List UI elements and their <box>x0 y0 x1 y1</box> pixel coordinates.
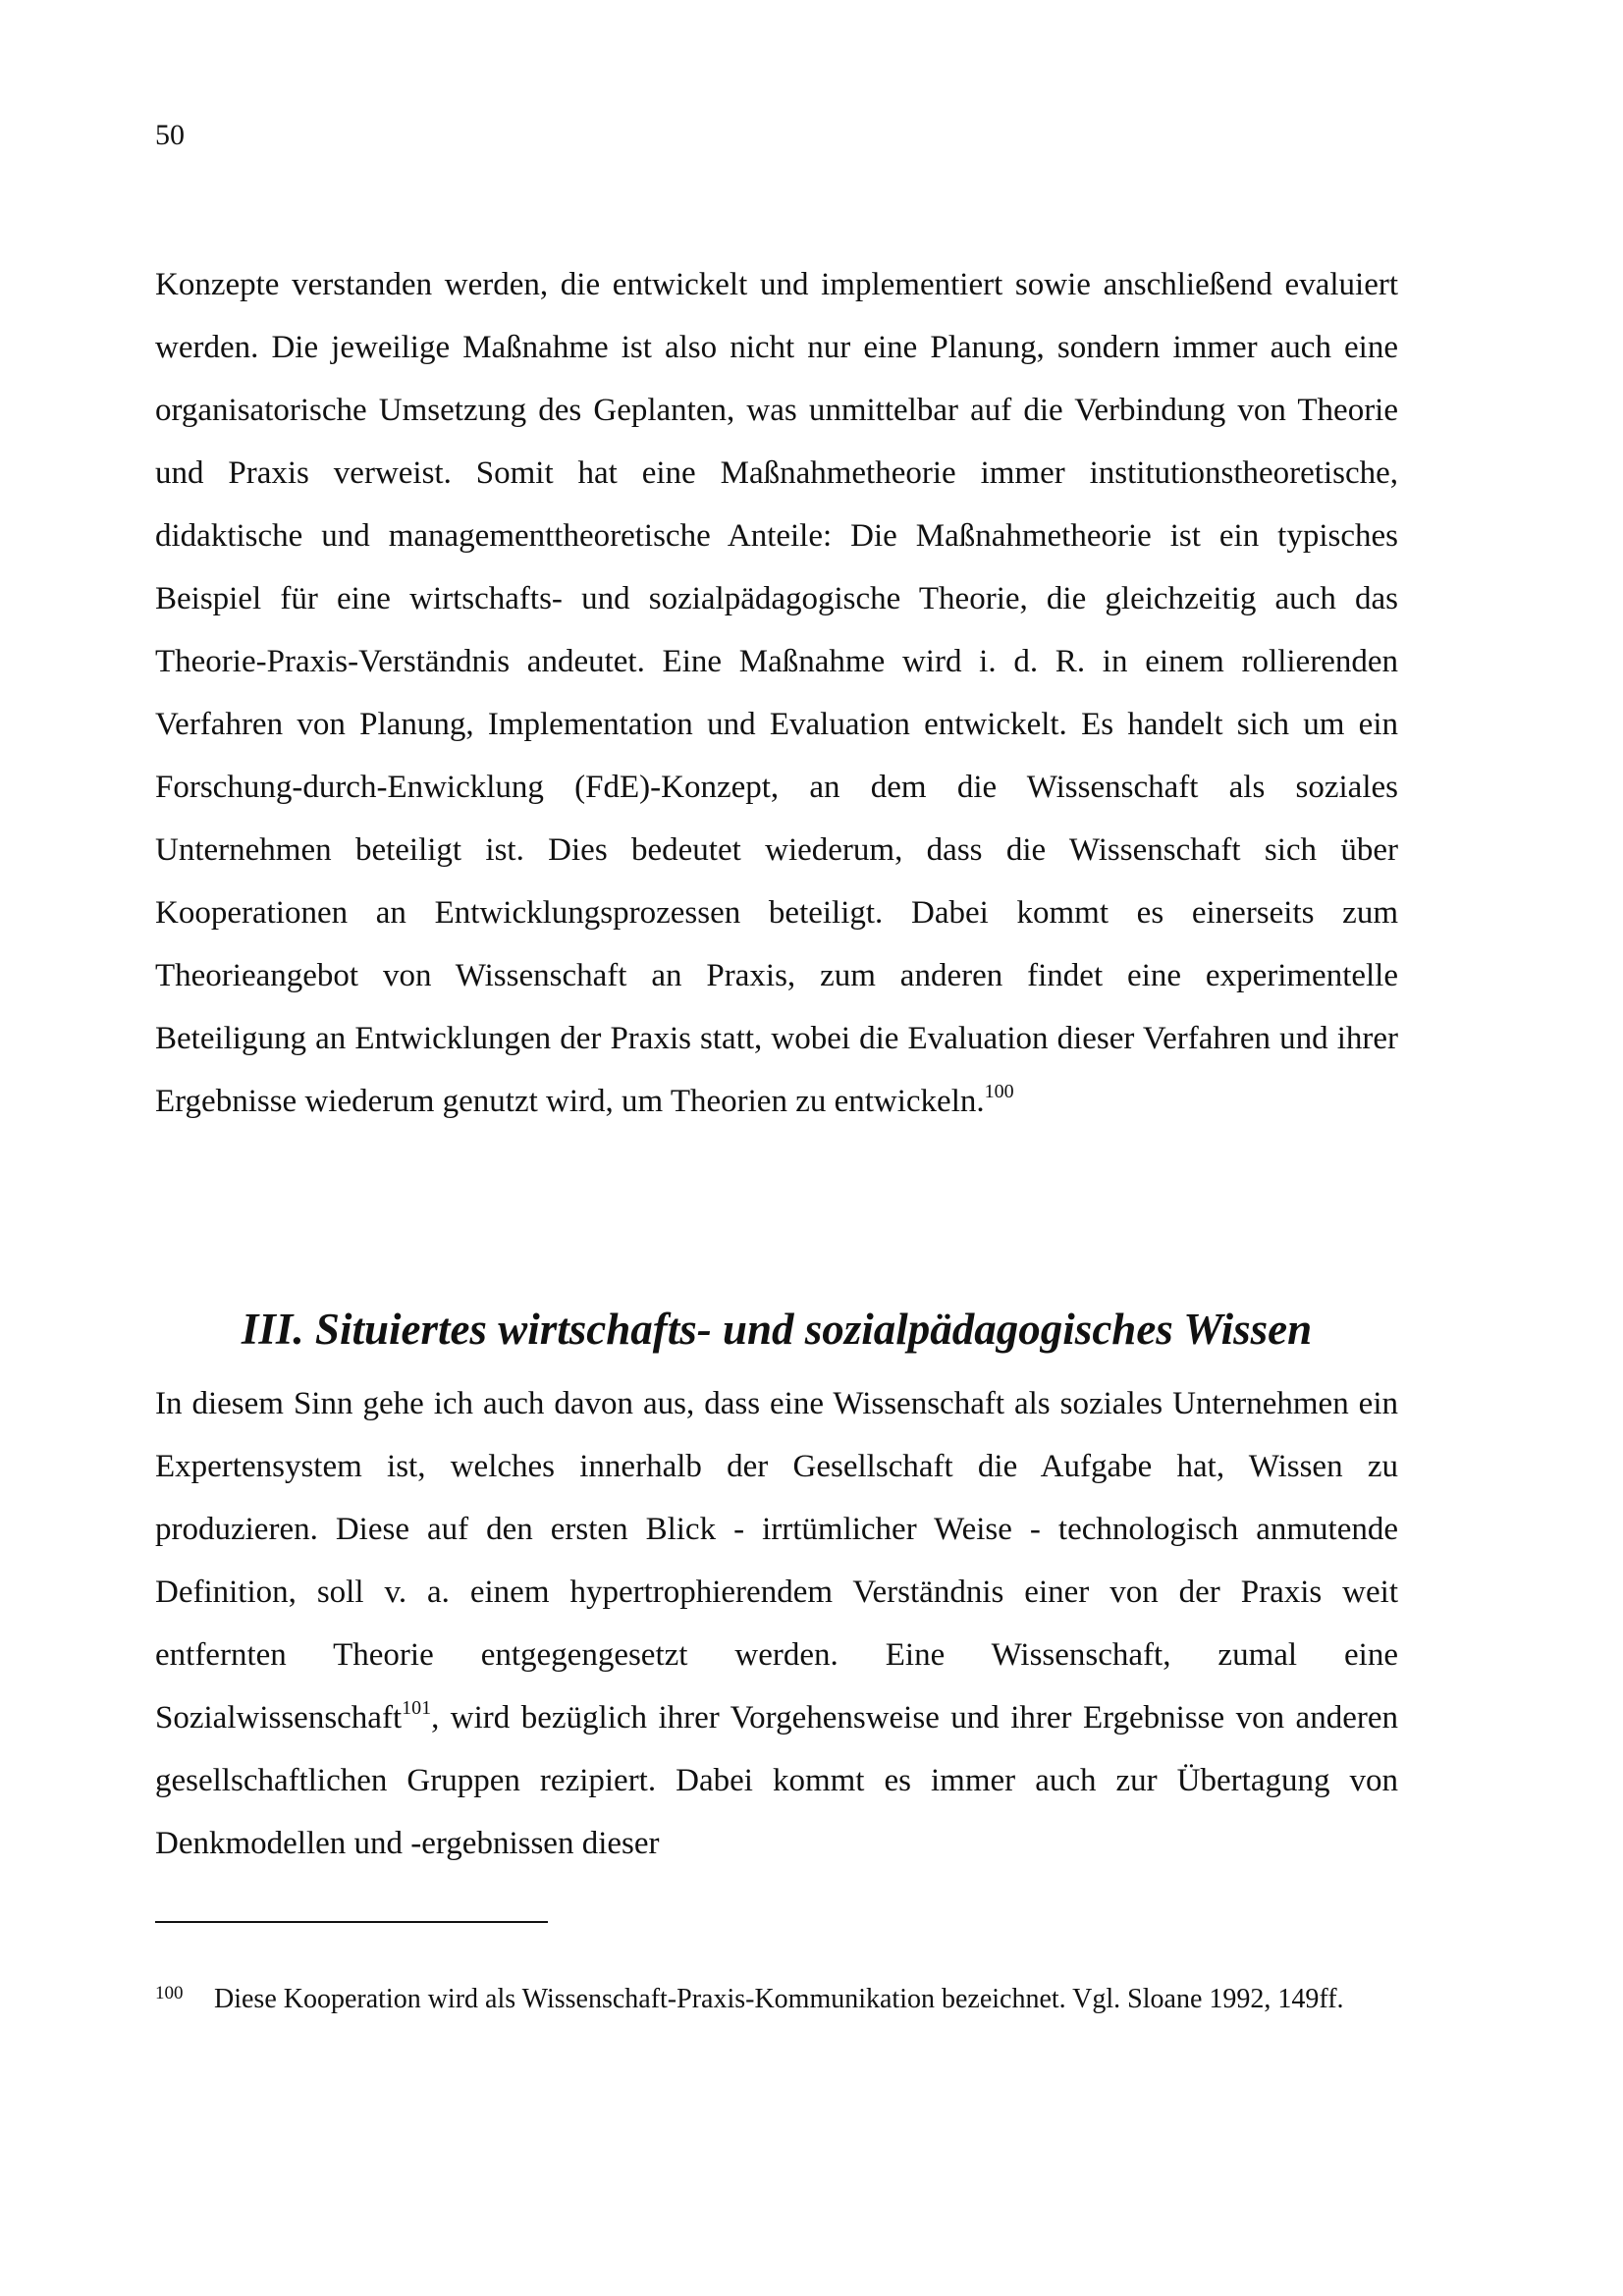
section-heading: III. Situiertes wirtschafts- und sozialpädagogisches Wissen <box>241 1305 1313 1354</box>
body-paragraph <box>155 253 1398 1133</box>
paragraph-text-continued: , wird bezüglich ihrer Vorgehensweise und ihrer Ergebnisse von anderen gesellschaftlichen Gruppen rezipiert. Dabei kommt es immer auch zur Übertagung von Denkmodellen und -ergebnissen dieser <box>155 1700 1398 1861</box>
paragraph-text: In diesem Sinn gehe ich auch davon aus, dass eine Wissenschaft als soziales Unternehmen ein Expertensystem ist, welches innerhalb der Gesellschaft die Aufgabe hat, Wissen zu produzieren. Diese auf den ersten Blick - irrtümlicher Weise - technologisch anmutende Definition, soll v. a. einem hypertrophierendem Verständnis einer von der Praxis weit entfernten Theorie entgegengesetzt werden. Eine Wissenschaft, zumal eine Sozialwissenschaft <box>155 1386 1398 1735</box>
body-paragraph <box>155 1372 1398 1875</box>
paragraph-text: Konzepte verstanden werden, die entwickelt und implementiert sowie anschließend evaluiert werden. Die jeweilige Maßnahme ist also nicht nur eine Planung, sondern immer auch eine organisatorische Umsetzung des Geplanten, was unmittelbar auf die Verbindung von Theorie und Praxis verweist. Somit hat eine Maßnahmetheorie immer institutionstheoretische, didaktische und managementtheoretische Anteile: Die Maßnahmetheorie ist ein typisches Beispiel für eine wirtschafts- und sozialpädagogische Theorie, die gleichzeitig auch das Theorie-Praxis-Verständnis andeutet. Eine Maßnahme wird i. d. R. in einem rollierenden Verfahren von Planung, Implementation und Evaluation entwickelt. Es handelt sich um ein Forschung-durch-Enwicklung (FdE)-Konzept, an dem die Wissenschaft als soziales Unternehmen beteiligt ist. Dies bedeutet wiederum, dass die Wissenschaft sich über Kooperationen an Entwicklungsprozessen beteiligt. Dabei kommt es einerseits zum Theorieangebot von Wissenschaft an Praxis, zum anderen findet eine experimentelle Beteiligung an Entwicklungen der Praxis statt, wobei die Evaluation dieser Verfahren und ihrer Ergebnisse wiederum genutzt wird, um Theorien zu entwickeln. <box>155 267 1398 1119</box>
footnote-reference[interactable]: 101 <box>402 1697 432 1719</box>
footnote-number: 100 <box>155 1983 184 2003</box>
footnote-reference[interactable]: 100 <box>984 1081 1014 1102</box>
footnote <box>155 1983 1398 2015</box>
page-number: 50 <box>155 119 185 151</box>
footnote-separator <box>155 1921 548 1923</box>
footnote-text: Diese Kooperation wird als Wissenschaft-Praxis-Kommunikation bezeichnet. Vgl. Sloane 1992, 149ff. <box>214 1984 1344 2014</box>
